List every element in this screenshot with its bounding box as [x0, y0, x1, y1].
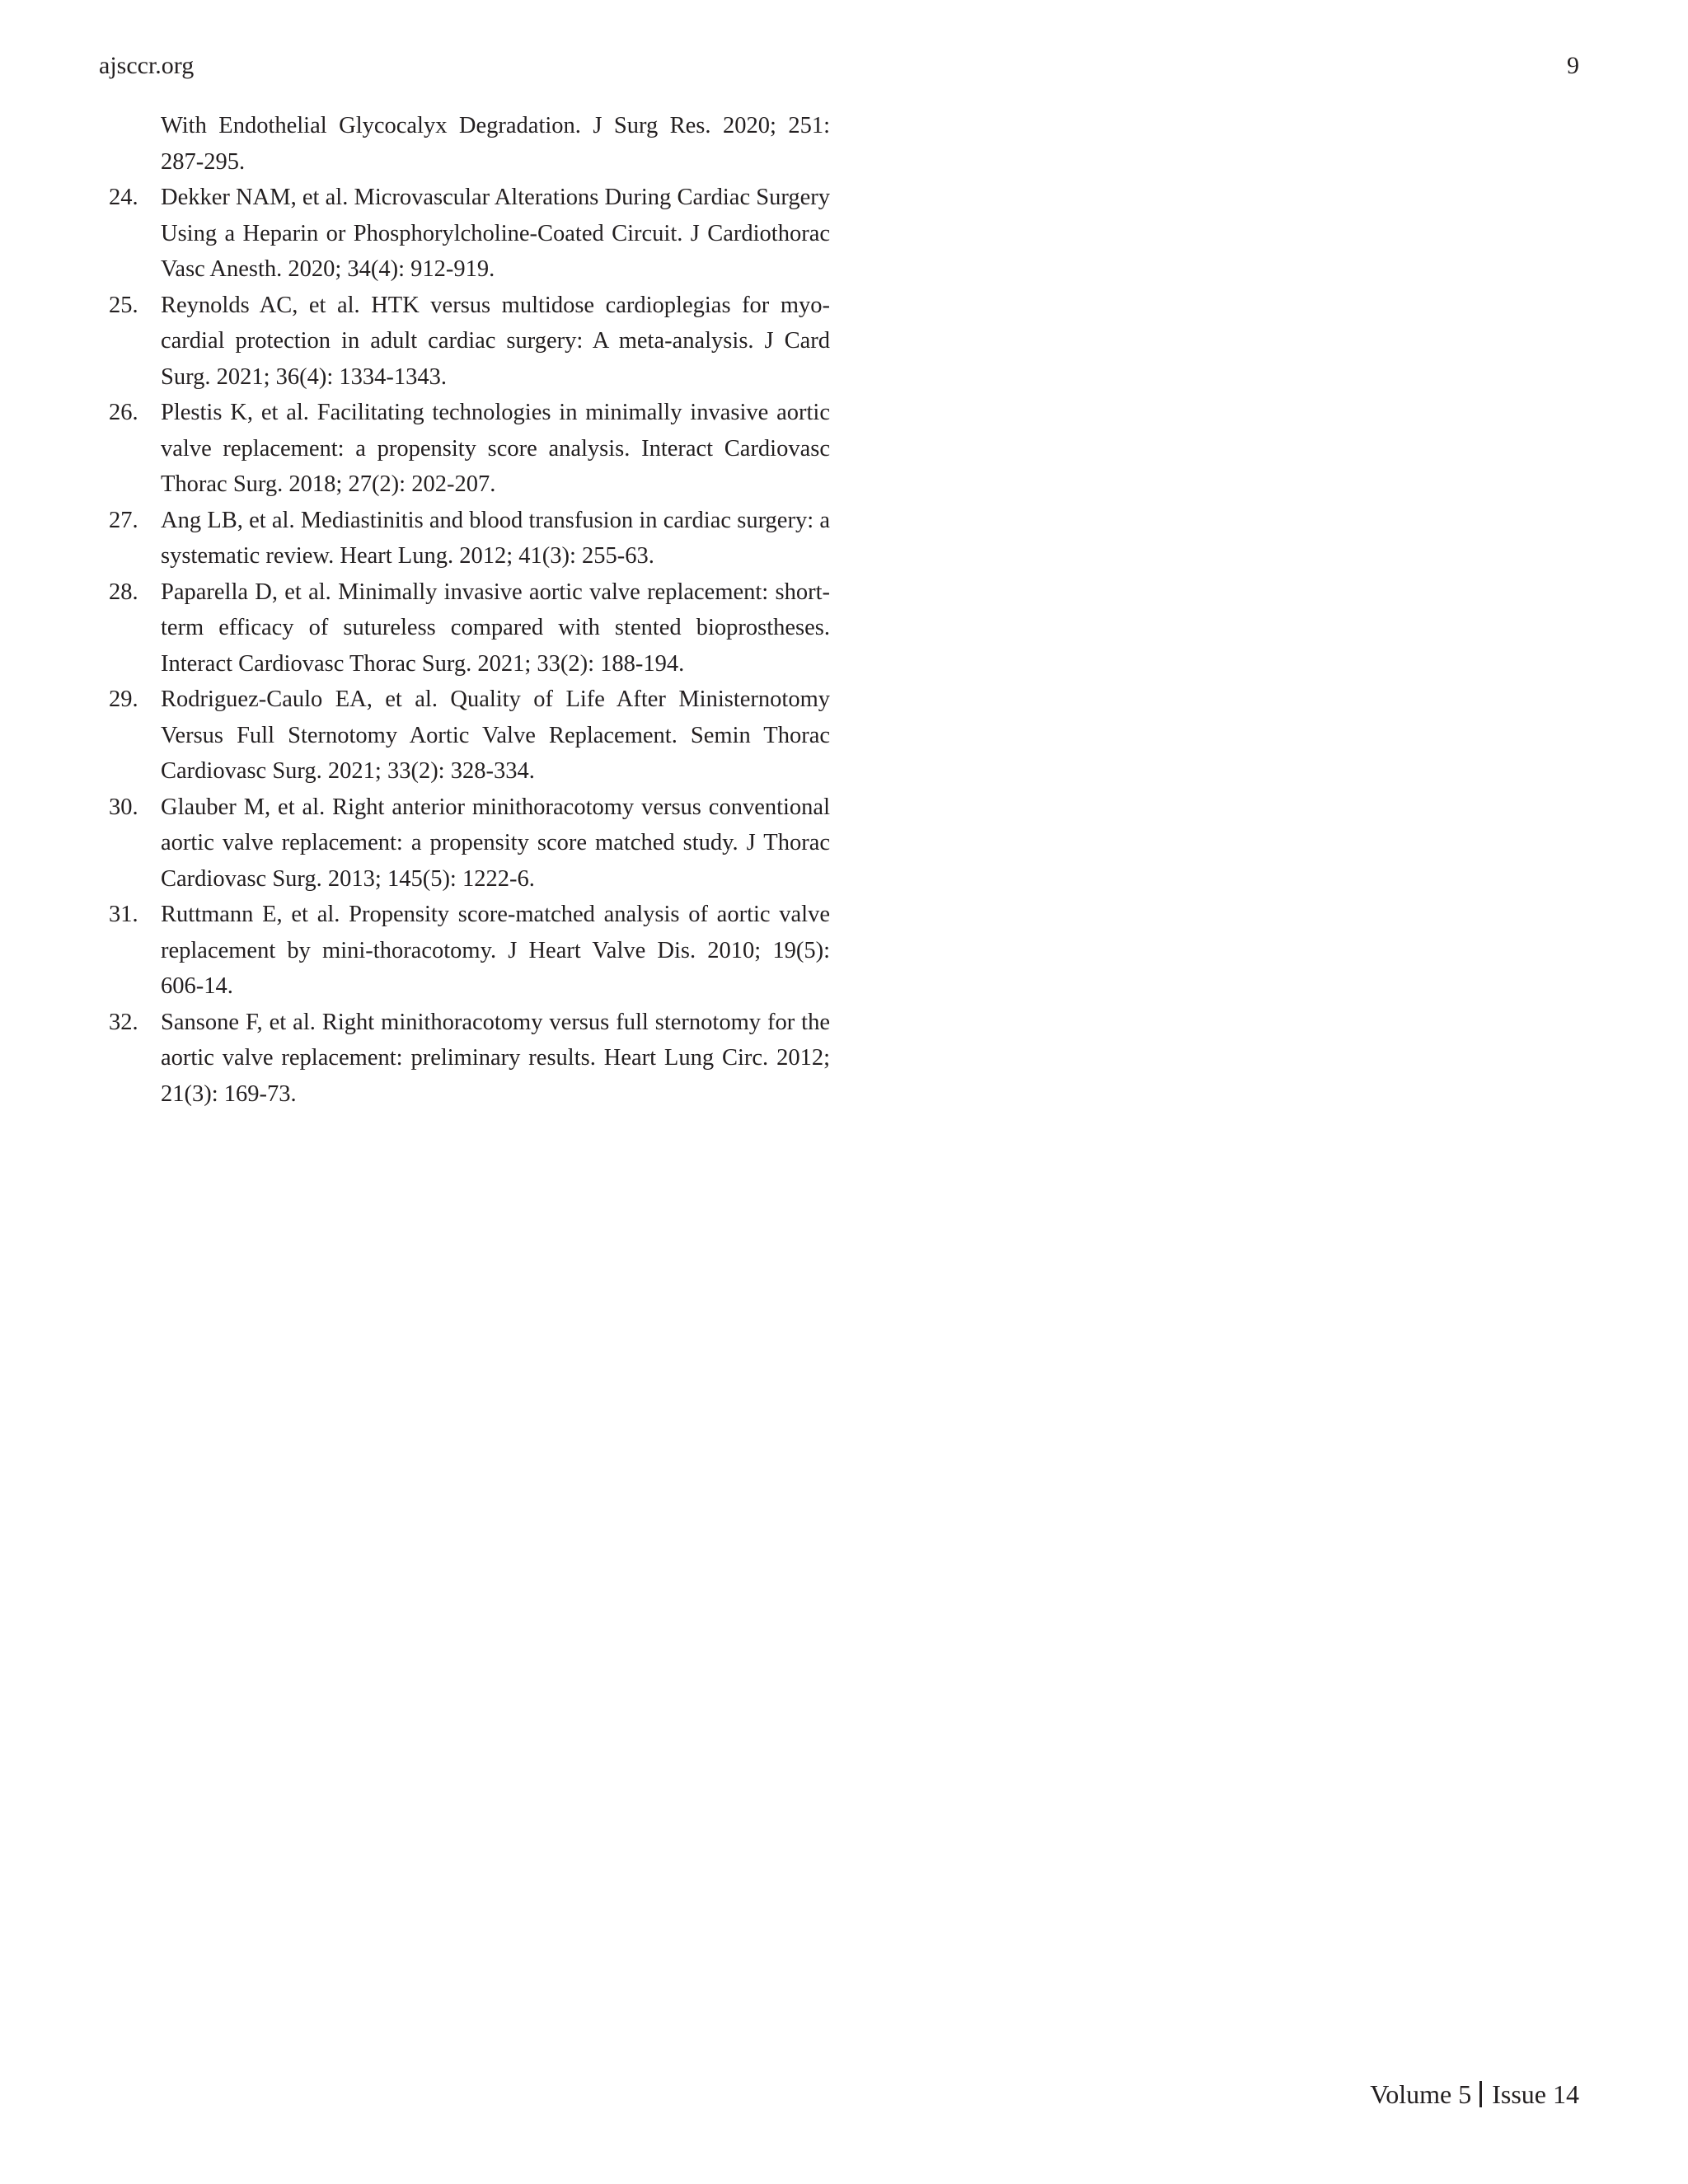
reference-item [109, 790, 830, 898]
reference-number: 24. [109, 185, 138, 210]
reference-item [109, 897, 830, 1005]
reference-number: 27. [109, 507, 138, 533]
page-number: 9 [1567, 52, 1579, 79]
reference-item [109, 1005, 830, 1113]
volume-label: Volume 5 [1370, 2079, 1472, 2109]
reference-number: 26. [109, 400, 138, 425]
reference-number: 25. [109, 292, 138, 318]
reference-text: With Endothelial Glycocalyx Degradation. J Surg Res. 2020; 251: 287-295. [161, 113, 830, 175]
reference-item [109, 682, 830, 790]
issue-label: Issue 14 [1492, 2079, 1579, 2109]
reference-number: 28. [109, 579, 138, 605]
reference-text: Glauber M, et al. Right anterior minithoracotomy versus conventional aortic valve replacement: a propensity score matched study. J Thorac Cardiovasc Surg. 2013; 145(5): 1222-6. [161, 794, 830, 892]
reference-text: Plestis K, et al. Facilitating technologies in minimally invasive aortic valve replacement: a propensity score analysis. Interact Cardiovasc Thorac Surg. 2018; 27(2): 202-207. [161, 400, 830, 497]
volume-issue-footer [1370, 2078, 1579, 2111]
reference-number: 32. [109, 1009, 138, 1035]
reference-list [109, 108, 830, 1112]
reference-text: Dekker NAM, et al. Microvascular Alterations During Cardiac Surgery Using a Heparin or Phosphorylcholine-Coated Circuit. J Cardiothorac Vasc Anesth. 2020; 34(4): 912-919. [161, 185, 830, 282]
reference-item [109, 108, 830, 180]
reference-item [109, 574, 830, 682]
reference-text: Sansone F, et al. Right minithoracotomy versus full sternotomy for the aortic valve replacement: preliminary results. Heart Lung Circ. 2012; 21(3): 169-73. [161, 1009, 830, 1107]
journal-site: ajsccr.org [99, 52, 195, 79]
reference-text: Paparella D, et al. Minimally invasive aortic valve replacement: short-term efficacy of sutureless compared with stented bioprostheses. Interact Cardiovasc Thorac Surg. 2021; 33(2): 188-194. [161, 579, 830, 677]
reference-text: Reynolds AC, et al. HTK versus multidose cardioplegias for myocardial protection in adult cardiac surgery: A meta-analysis. J Card Surg. 2021; 36(4): 1334-1343. [161, 292, 830, 390]
reference-item [109, 288, 830, 396]
reference-text: Ruttmann E, et al. Propensity score-matched analysis of aortic valve replacement by mini-thoracotomy. J Heart Valve Dis. 2010; 19(5): 606-14. [161, 902, 830, 999]
reference-number: 29. [109, 687, 138, 712]
reference-text: Rodriguez-Caulo EA, et al. Quality of Life After Ministernotomy Versus Full Sternotomy Aortic Valve Replacement. Semin Thorac Cardiovasc Surg. 2021; 33(2): 328-334. [161, 687, 830, 784]
reference-item [109, 180, 830, 288]
reference-text: Ang LB, et al. Mediastinitis and blood transfusion in cardiac surgery: a systematic review. Heart Lung. 2012; 41(3): 255-63. [161, 507, 830, 569]
reference-number: 31. [109, 902, 138, 927]
reference-item [109, 503, 830, 574]
footer-divider [1479, 2081, 1482, 2107]
reference-number: 30. [109, 794, 138, 820]
reference-item [109, 395, 830, 503]
